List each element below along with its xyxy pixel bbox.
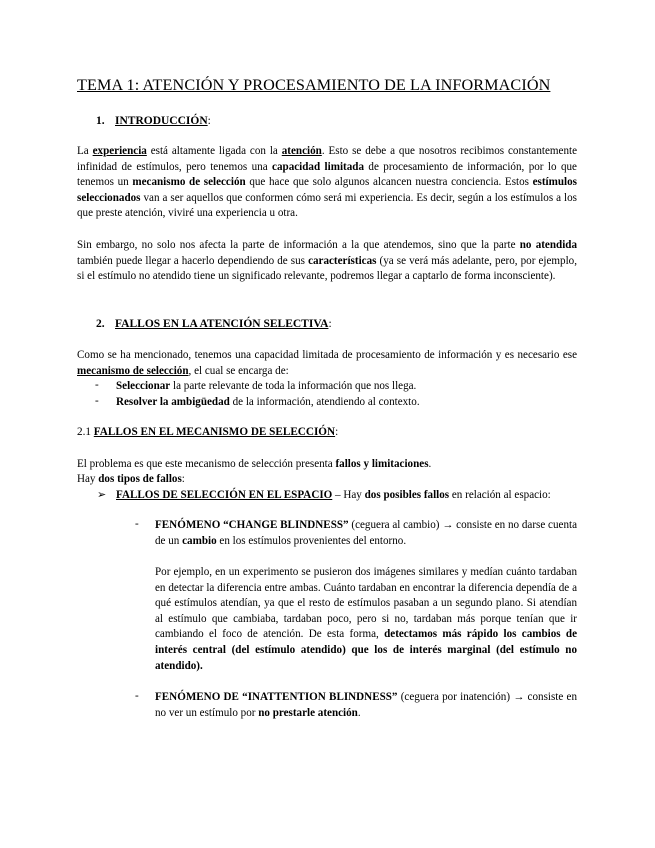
- section-number: 1.: [96, 115, 105, 127]
- list-bullet: -: [135, 518, 139, 530]
- section-heading-introduccion: 1. INTRODUCCIÓN:: [96, 115, 211, 127]
- list-bullet: -: [95, 379, 99, 391]
- arrow-bullet-icon: ➢: [97, 489, 107, 501]
- paragraph-dos-tipos: Hay dos tipos de fallos:: [77, 473, 185, 485]
- section-number: 2.1: [77, 426, 91, 438]
- section-heading-fallos-mecanismo: 2.1 FALLOS EN EL MECANISMO DE SELECCIÓN:: [77, 426, 339, 438]
- list-item: Resolver la ambigüedad de la información, atendiendo al contexto.: [116, 396, 420, 408]
- paragraph-experiencia: La experiencia está altamente ligada con la atención. Esto se debe a que nosotros recibimos constantemente infinidad de estímulos, pero tenemos una capacidad limitada de procesamiento de información, por lo que tenemos un mecanismo de selección que hace que solo algunos alcancen nuestra conciencia. Estos estímulos seleccionados van a ser aquellos que conformen cómo será mi experiencia. Es decir, según a los estímulos a los que preste atención, viviré una experiencia u otra.: [77, 145, 577, 220]
- section-label: FALLOS EN EL MECANISMO DE SELECCIÓN: [93, 426, 336, 438]
- section-number: 2.: [96, 318, 105, 330]
- paragraph-experimento: Por ejemplo, en un experimento se pusieron dos imágenes similares y medían cuánto tardaban en detectar la diferencia entre ambas. Cuánto tardaban en encontrar la diferencia dependía de a qué estímulos atendían, ya que el resto de estímulos pasaban a un segundo plano. Si atendían al estímulo que cambiaba, tardaban poco, pero si no, tardaban más porque tenían que ir cambiando el foco de atención. De esta forma, detectamos más rápido los cambios de interés central (del estímulo atendido) que los de interés marginal (del estímulo no atendido).: [155, 566, 578, 672]
- paragraph-no-atendida: Sin embargo, no solo nos afecta la parte de información a la que atendemos, sino que la parte no atendida también puede llegar a hacerlo dependiendo de sus características (ya se verá más adelante, pero, por ejemplo, si el estímulo no atendido tiene un significado relevante, podremos llegar a captarlo de forma inconsciente).: [77, 239, 577, 283]
- paragraph-capacidad-limitada: Como se ha mencionado, tenemos una capacidad limitada de procesamiento de información y es necesario ese mecanismo de selección, el cual se encarga de:: [77, 349, 577, 377]
- list-bullet: -: [135, 690, 139, 702]
- list-bullet: -: [95, 395, 99, 407]
- document-title: TEMA 1: ATENCIÓN Y PROCESAMIENTO DE LA INFORMACIÓN: [77, 76, 551, 94]
- paragraph-problema: El problema es que este mecanismo de selección presenta fallos y limitaciones.: [77, 458, 432, 470]
- list-item-change-blindness: FENÓMENO “CHANGE BLINDNESS” (ceguera al cambio) → consiste en no darse cuenta de un cambio en los estímulos provenientes del entorno.: [155, 519, 577, 547]
- section-heading-fallos-atencion: 2. FALLOS EN LA ATENCIÓN SELECTIVA:: [96, 318, 332, 330]
- list-item-inattention-blindness: FENÓMENO DE “INATTENTION BLINDNESS” (ceguera por inatención) → consiste en no ver un estímulo por no prestarle atención.: [155, 691, 577, 719]
- list-item: Seleccionar la parte relevante de toda la información que nos llega.: [116, 380, 417, 392]
- list-item-fallos-espacio: FALLOS DE SELECCIÓN EN EL ESPACIO – Hay dos posibles fallos en relación al espacio:: [116, 489, 551, 501]
- section-label: FALLOS EN LA ATENCIÓN SELECTIVA: [115, 318, 329, 330]
- section-label: INTRODUCCIÓN: [115, 115, 208, 127]
